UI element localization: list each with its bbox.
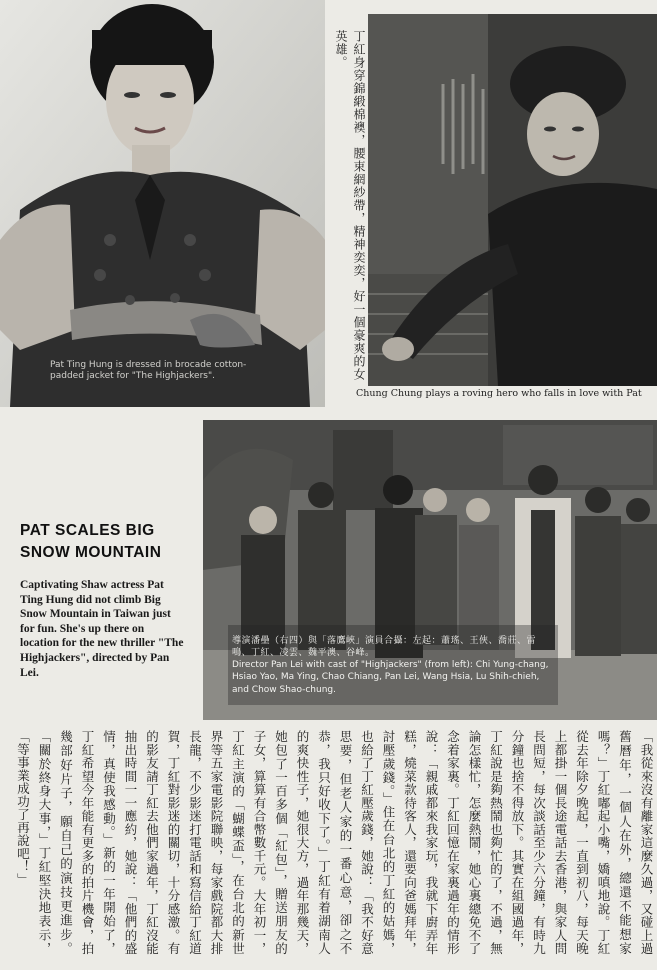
article-body-zh: 「我從來沒有離家這麼久過，又碰上過舊曆年，一個人在外，總還不能想家嗎？」丁紅嘟起小嘴，嬌嗔地說。丁紅從去年除夕晚起，一直到初八，每天晚上都掛一個長途電話去香港，與家人問長問短，每次談話至少六分鐘，有時九分鐘也捨不得放下。其實在組國過年，丁紅說是夠熱鬧也夠忙的了，不過，無論怎樣忙，怎麼熱鬧，她心裏總免不了念着家裏。丁紅回憶在家裏過年的情形說：「親戚都來我家玩，我就下廚弄年糕，燒菜款待客人，還要向爸媽拜年，討壓歲錢。」住在台北的丁紅的姑媽，也給了丁紅壓歲錢，她說：「我不好意思要，但老人家的一番心意，卻之不恭，我只好收下了。」丁紅有着湖南人的爽快性子，她很大方，過年那幾天，她包了一百多個「紅包」，贈送朋友的子女，算算有合幣數千元。大年初一，丁紅主演的「蝴蝶盃」，在台北的新世界等五家電影院聯映，每家戲院都大排長龍，不少影迷打電話和寫信給丁紅道賀，丁紅對影迷的關切，十分感激。有的影友請丁紅去他們家過年，丁紅沒能抽出時間一一應約，她說：「他們的盛情，真使我感動。」新的一年開始了，丁紅希望今年能有更多的拍片機會，拍幾部好片子，願自己的演技更進步。「關於終身大事，」丁紅堅決地表示，「等事業成功了再說吧！」	[15, 730, 654, 955]
photo-cast-group	[203, 420, 657, 720]
caption-hero-en: Chung Chung plays a roving hero who falls in love with Pat	[356, 388, 642, 399]
photo-roving-hero-image	[368, 14, 657, 386]
photo-actress-portrait-image	[0, 0, 325, 407]
photo-roving-hero	[368, 14, 657, 386]
caption-cast	[232, 635, 552, 696]
caption-actress-en: Pat Ting Hung is dressed in brocade cotton-padded jacket for "The Highjackers".	[50, 360, 247, 381]
caption-cast-zh: 導演潘壘（右四）與「落鷹峽」演員合攝：左起：蕭瑤、王俠、喬莊、雷鳴、丁紅、凌雲、魏平澳、谷峰。	[232, 636, 537, 659]
article-intro: Captivating Shaw actress Pat Ting Hung did not climb Big Snow Mountain in Taiwan just for fun. She's up there on location for the new thriller "The Highjackers", directed by Pan Lei.	[20, 579, 184, 679]
photo-actress-portrait	[0, 0, 325, 407]
article-headline: PAT SCALES BIG SNOW MOUNTAIN	[20, 522, 162, 561]
caption-cast-en: Director Pan Lei with cast of "Highjackers" (from left): Chi Yung-chang, Hsiao Yao, Ma Ying, Chao Chiang, Pan Lei, Wang Hsia, Lu Shih-chieh, and Chow Shao-chung.	[232, 660, 549, 695]
caption-actress-zh: 丁紅身穿錦緞棉襖，腰束網紗帶，精神奕奕，好一個豪爽的女英雄。	[334, 30, 366, 381]
